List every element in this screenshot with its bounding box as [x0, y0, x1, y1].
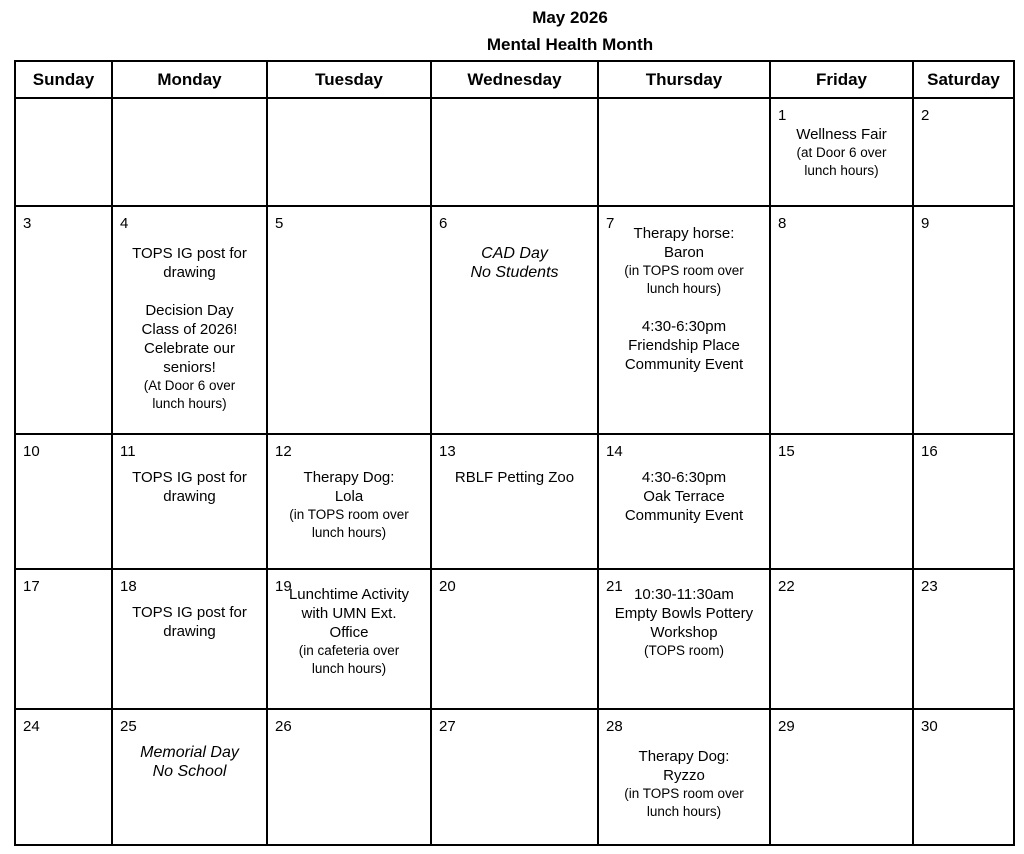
day-cell-wednesday — [431, 98, 598, 206]
day-cell-content — [599, 99, 769, 205]
day-cell-saturday — [913, 98, 1014, 206]
day-number: 29 — [778, 718, 795, 735]
event-text: seniors! — [163, 359, 216, 376]
event-text: Wellness Fair — [796, 126, 887, 143]
day-number: 27 — [439, 718, 456, 735]
day-cell-content — [113, 207, 266, 433]
event-text: with UMN Ext. — [301, 605, 397, 622]
weekday-header-row — [15, 61, 1014, 98]
day-cell-content — [599, 435, 769, 568]
day-number: 3 — [23, 215, 32, 232]
day-cell-saturday — [913, 569, 1014, 709]
day-cell-content — [432, 435, 597, 568]
day-cell-content — [113, 435, 266, 568]
day-number: 1 — [778, 107, 787, 124]
event-note: (At Door 6 over — [143, 378, 236, 393]
event-note: (in TOPS room over — [289, 507, 409, 522]
event-spacer — [599, 298, 769, 317]
event-text: Therapy Dog: — [638, 748, 730, 765]
day-number: 6 — [439, 215, 448, 232]
day-cell-content — [113, 570, 266, 708]
day-event — [113, 244, 266, 413]
day-cell-content — [914, 570, 1013, 708]
event-note: lunch hours) — [646, 804, 722, 819]
day-cell-friday — [770, 569, 913, 709]
day-cell-wednesday — [431, 206, 598, 434]
weekday-header-saturday: Saturday — [913, 61, 1014, 98]
day-number: 11 — [120, 443, 136, 460]
day-number: 28 — [606, 718, 623, 735]
day-cell-content — [771, 99, 912, 205]
day-cell-tuesday — [267, 206, 431, 434]
day-cell-friday — [770, 206, 913, 434]
day-cell-friday — [770, 434, 913, 569]
event-text: Lunchtime Activity — [288, 586, 410, 603]
day-cell-wednesday — [431, 569, 598, 709]
day-cell-content — [771, 710, 912, 844]
day-cell-monday — [112, 98, 267, 206]
day-number: 25 — [120, 718, 137, 735]
day-cell-content — [432, 570, 597, 708]
weekday-header-sunday: Sunday — [15, 61, 112, 98]
event-text: No School — [152, 763, 227, 780]
day-cell-thursday — [598, 206, 770, 434]
day-cell-content — [771, 207, 912, 433]
event-text: 4:30-6:30pm — [641, 469, 727, 486]
event-text: TOPS IG post for — [132, 469, 247, 486]
day-cell-monday — [112, 434, 267, 569]
day-event — [599, 468, 769, 525]
weekday-header-tuesday: Tuesday — [267, 61, 431, 98]
weekday-header-friday: Friday — [770, 61, 913, 98]
day-cell-content — [16, 710, 111, 844]
event-text: Decision Day — [145, 302, 234, 319]
day-cell-saturday — [913, 709, 1014, 845]
day-event — [599, 585, 769, 660]
event-text: No Students — [470, 264, 559, 281]
day-cell-thursday — [598, 434, 770, 569]
day-event — [268, 468, 430, 542]
day-cell-wednesday — [431, 709, 598, 845]
day-cell-content — [432, 99, 597, 205]
day-cell-content — [268, 435, 430, 568]
day-cell-content — [599, 207, 769, 433]
week-row — [15, 709, 1014, 845]
day-cell-monday — [112, 569, 267, 709]
event-text: TOPS IG post for — [132, 245, 247, 262]
day-event — [113, 743, 266, 781]
day-cell-friday — [770, 98, 913, 206]
event-text: Baron — [663, 244, 705, 261]
day-cell-sunday — [15, 206, 112, 434]
day-number: 20 — [439, 578, 456, 595]
day-cell-monday — [112, 206, 267, 434]
week-row — [15, 206, 1014, 434]
weekday-header-wednesday: Wednesday — [431, 61, 598, 98]
event-note: (in cafeteria over — [298, 643, 400, 658]
day-cell-content — [599, 570, 769, 708]
event-text: Memorial Day — [140, 744, 239, 761]
day-number: 22 — [778, 578, 795, 595]
week-row — [15, 434, 1014, 569]
day-cell-wednesday — [431, 434, 598, 569]
day-cell-sunday — [15, 709, 112, 845]
event-note: lunch hours) — [646, 281, 722, 296]
day-cell-content — [914, 710, 1013, 844]
day-cell-sunday — [15, 569, 112, 709]
day-cell-saturday — [913, 206, 1014, 434]
day-cell-content — [771, 435, 912, 568]
event-text: Friendship Place — [628, 337, 740, 354]
event-text: Therapy horse: — [633, 225, 735, 242]
day-cell-tuesday — [267, 98, 431, 206]
day-cell-content — [914, 435, 1013, 568]
event-note: lunch hours) — [311, 661, 387, 676]
event-text: Celebrate our — [144, 340, 235, 357]
day-event — [771, 125, 912, 180]
day-cell-content — [268, 710, 430, 844]
event-text: Therapy Dog: — [303, 469, 395, 486]
day-cell-sunday — [15, 98, 112, 206]
event-text: RBLF Petting Zoo — [454, 469, 575, 486]
day-number: 4 — [120, 215, 129, 232]
day-cell-content — [914, 99, 1013, 205]
day-number: 10 — [23, 443, 40, 460]
day-cell-friday — [770, 709, 913, 845]
event-text: Workshop — [650, 624, 718, 641]
day-cell-content — [432, 207, 597, 433]
event-text: Ryzzo — [663, 767, 705, 784]
day-cell-tuesday — [267, 434, 431, 569]
week-row — [15, 98, 1014, 206]
calendar-title: May 2026 — [532, 8, 608, 27]
event-text: Office — [329, 624, 369, 641]
weekday-header-monday: Monday — [112, 61, 267, 98]
day-cell-tuesday — [267, 709, 431, 845]
day-cell-content — [16, 435, 111, 568]
event-text: Community Event — [624, 507, 744, 524]
calendar-subtitle: Mental Health Month — [486, 35, 654, 54]
day-event — [599, 747, 769, 821]
day-number: 8 — [778, 215, 787, 232]
day-cell-content — [771, 570, 912, 708]
event-note: lunch hours) — [311, 525, 387, 540]
event-text: Class of 2026! — [141, 321, 238, 338]
day-cell-content — [113, 99, 266, 205]
day-number: 23 — [921, 578, 938, 595]
day-number: 15 — [778, 443, 795, 460]
day-number: 16 — [921, 443, 938, 460]
calendar-grid — [14, 60, 1015, 846]
day-event — [432, 468, 597, 487]
week-row — [15, 569, 1014, 709]
event-spacer — [113, 282, 266, 301]
day-event — [599, 224, 769, 374]
event-note: (TOPS room) — [643, 643, 724, 658]
event-text: Lola — [334, 488, 364, 505]
event-note: (in TOPS room over — [624, 786, 744, 801]
day-number: 12 — [275, 443, 292, 460]
event-note: lunch hours) — [804, 163, 879, 178]
event-text: CAD Day — [481, 245, 548, 262]
day-event — [113, 468, 266, 506]
day-cell-content — [16, 570, 111, 708]
day-event — [432, 244, 597, 282]
day-number: 19 — [275, 578, 292, 595]
day-number: 17 — [23, 578, 40, 595]
day-cell-content — [914, 207, 1013, 433]
day-cell-sunday — [15, 434, 112, 569]
event-text: drawing — [163, 264, 216, 281]
day-cell-content — [268, 99, 430, 205]
day-cell-content — [268, 570, 430, 708]
day-event — [268, 585, 430, 678]
day-cell-content — [113, 710, 266, 844]
day-number: 2 — [921, 107, 930, 124]
event-text: TOPS IG post for — [132, 604, 247, 621]
event-text: drawing — [163, 488, 216, 505]
day-cell-tuesday — [267, 569, 431, 709]
day-number: 9 — [921, 215, 930, 232]
day-number: 26 — [275, 718, 292, 735]
event-text: Community Event — [624, 356, 744, 373]
day-cell-content — [16, 207, 111, 433]
day-cell-thursday — [598, 709, 770, 845]
day-cell-thursday — [598, 98, 770, 206]
event-note: (at Door 6 over — [796, 145, 887, 160]
day-cell-content — [432, 710, 597, 844]
event-text: 4:30-6:30pm — [641, 318, 727, 335]
day-event — [113, 603, 266, 641]
day-number: 13 — [439, 443, 456, 460]
day-number: 18 — [120, 578, 137, 595]
day-cell-thursday — [598, 569, 770, 709]
day-number: 21 — [606, 578, 623, 595]
event-text: drawing — [163, 623, 216, 640]
day-number: 24 — [23, 718, 40, 735]
day-cell-content — [16, 99, 111, 205]
day-number: 30 — [921, 718, 938, 735]
event-text: Empty Bowls Pottery — [614, 605, 754, 622]
event-text: 10:30-11:30am — [634, 586, 734, 603]
event-note: (in TOPS room over — [624, 263, 744, 278]
weekday-header-thursday: Thursday — [598, 61, 770, 98]
event-text: Oak Terrace — [643, 488, 725, 505]
day-number: 14 — [606, 443, 623, 460]
day-number: 5 — [275, 215, 284, 232]
day-cell-monday — [112, 709, 267, 845]
day-cell-content — [599, 710, 769, 844]
day-number: 7 — [606, 215, 615, 232]
day-cell-content — [268, 207, 430, 433]
event-note: lunch hours) — [152, 396, 227, 411]
day-cell-saturday — [913, 434, 1014, 569]
